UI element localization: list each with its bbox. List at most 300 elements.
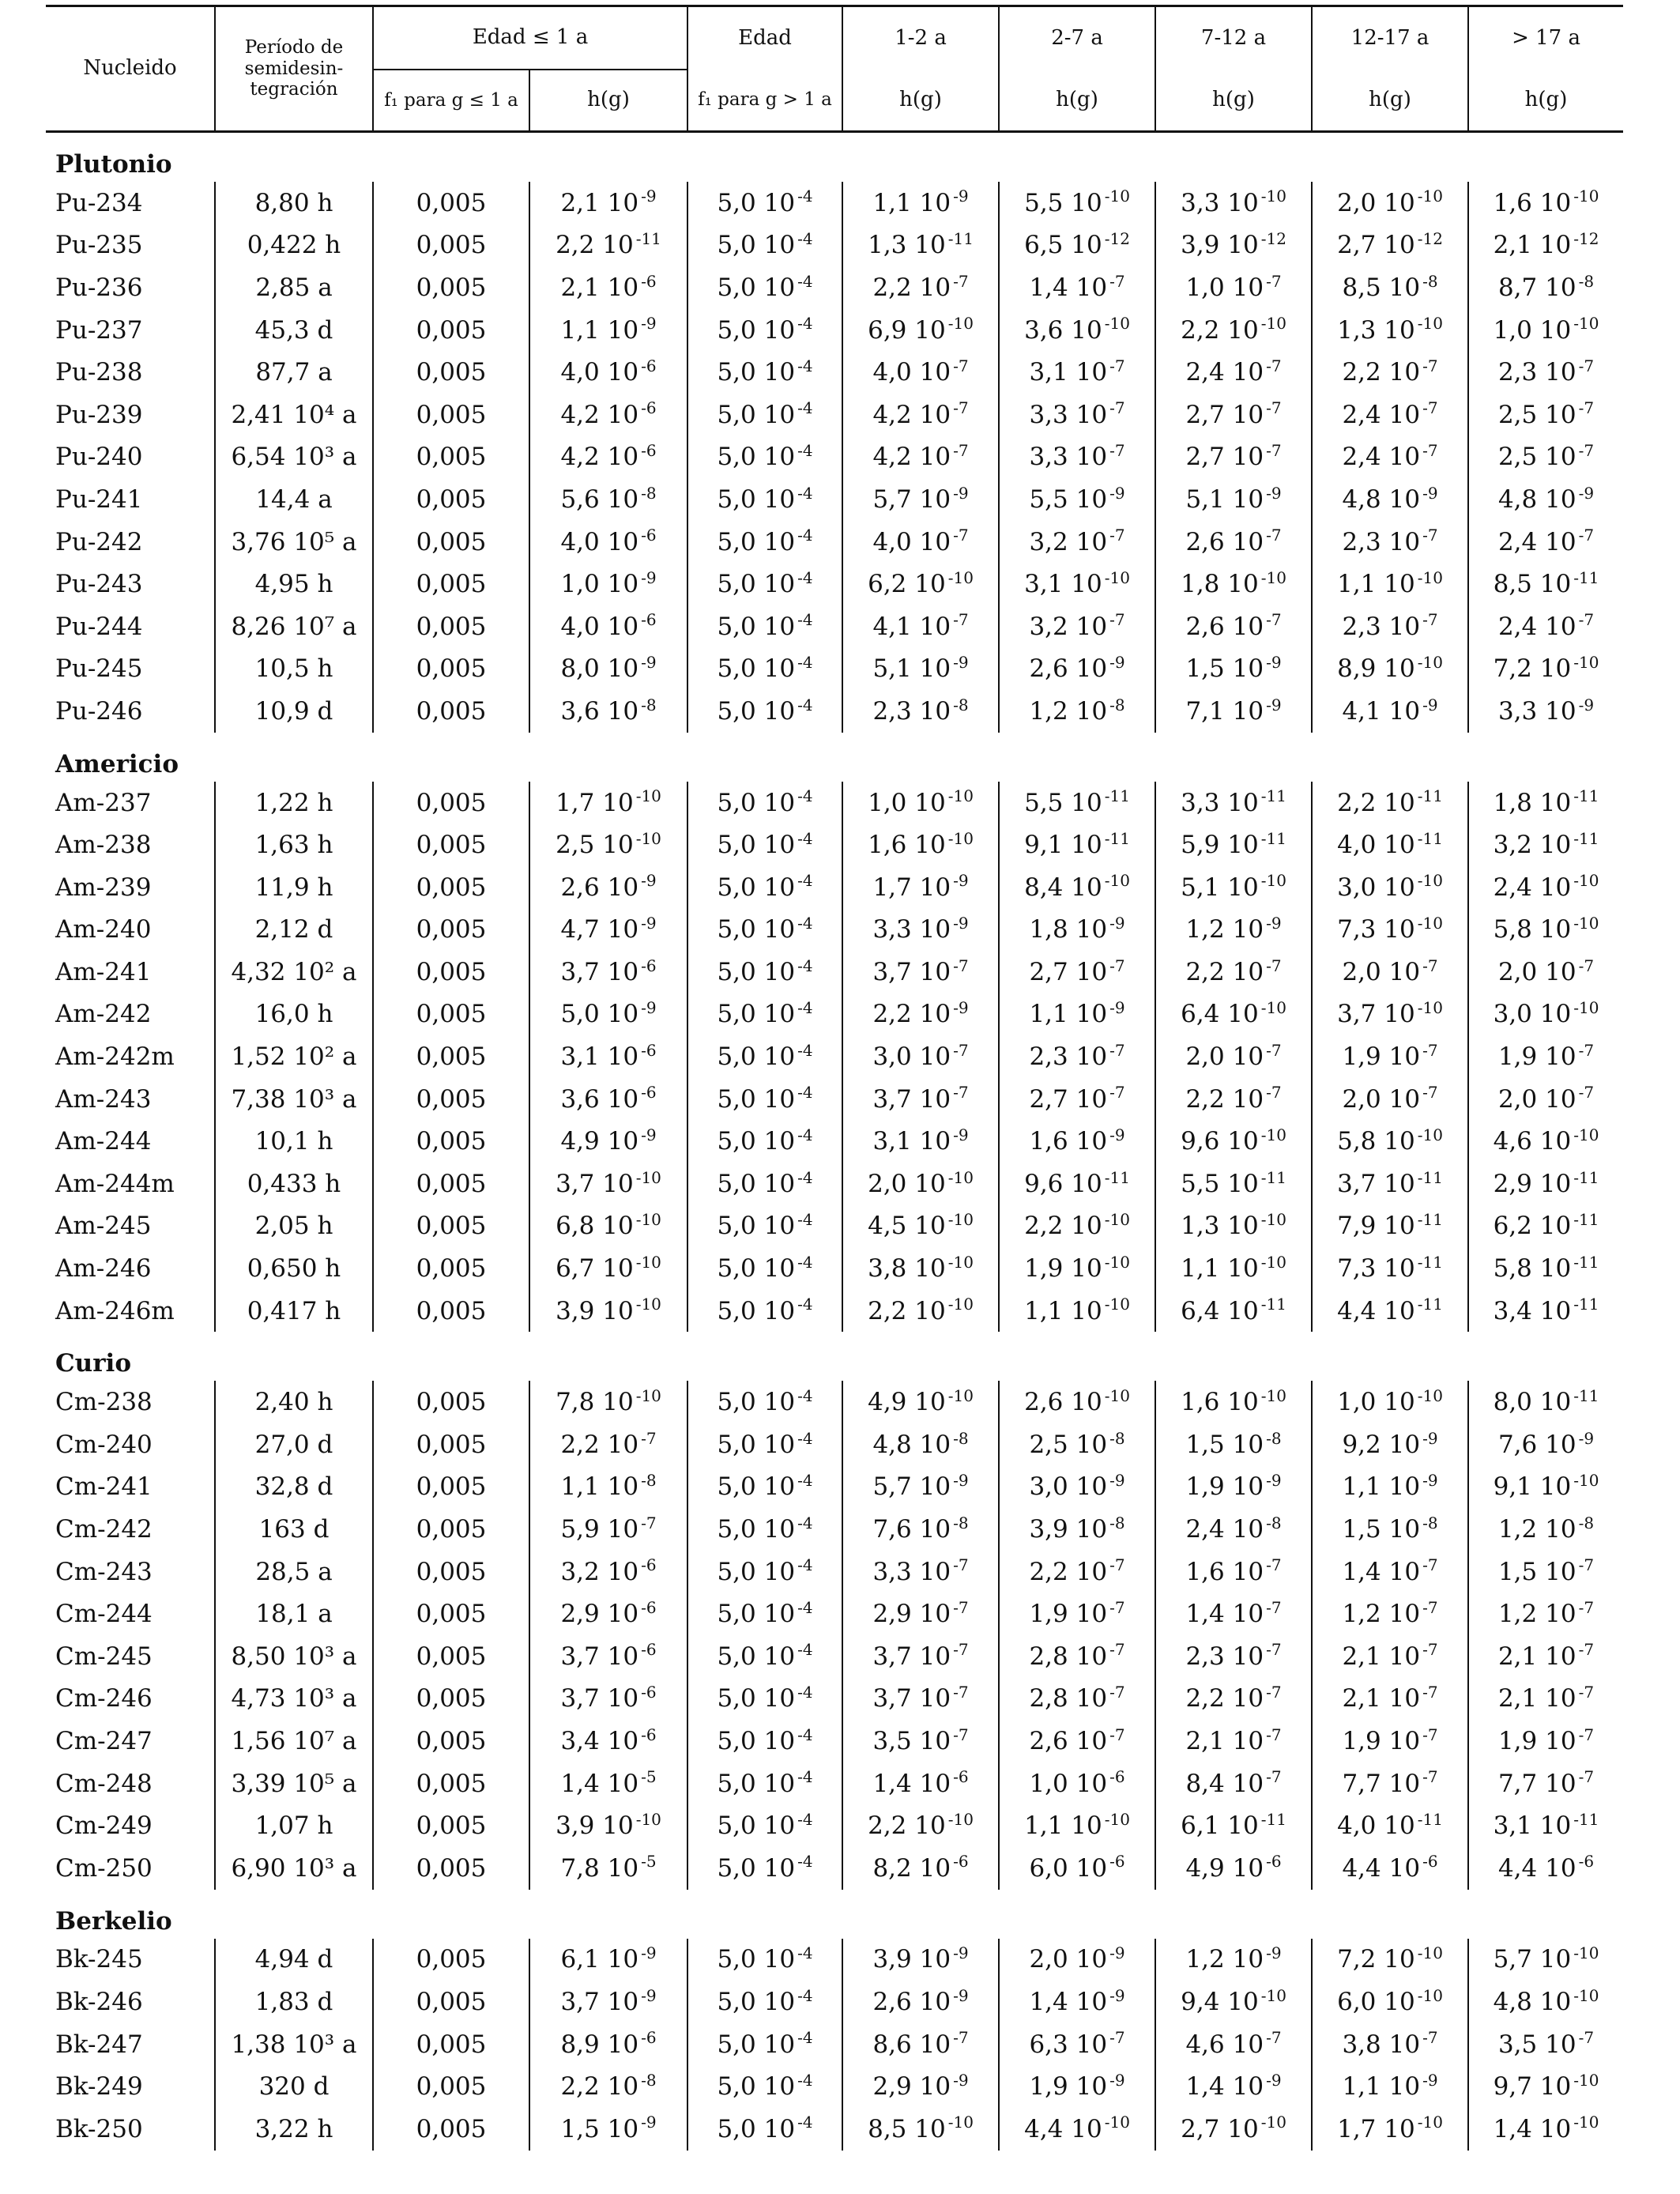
mantissa: 1,9 (1185, 1472, 1225, 1502)
exponent: -10 (1417, 567, 1443, 587)
cell-f1-gt-1: 5,0 10 $^{-4}$ (687, 1078, 842, 1121)
mantissa: 6,7 (556, 1254, 595, 1284)
cell-f1-le-1: 0,005 (373, 1635, 529, 1678)
cell-h-le-1: 3,7 10 $^{-9}$ (529, 1981, 687, 2023)
mantissa: 2,5 (1029, 1430, 1068, 1459)
mantissa: 1,2 (1185, 915, 1225, 944)
mantissa: 1,4 (872, 1769, 912, 1798)
table-row (46, 690, 1623, 733)
mantissa: 3,5 (1497, 2030, 1538, 2059)
mantissa: 2,0 (868, 1169, 907, 1198)
cell-h-7-12: 6,4 10 $^{-11}$ (1155, 1290, 1312, 1333)
mantissa: 2,0 (1185, 1042, 1225, 1072)
mantissa: 1,9 (1029, 1600, 1068, 1629)
cell-h-12-17: 3,7 10 $^{-11}$ (1312, 1163, 1468, 1205)
exponent: -10 (947, 1167, 974, 1187)
cell-h-12-17: 1,7 10 $^{-10}$ (1312, 2108, 1468, 2151)
mantissa: 2,8 (1029, 1684, 1068, 1713)
exponent: -8 (953, 1513, 969, 1532)
mantissa: 2,2 (1185, 1684, 1225, 1713)
exponent: -9 (953, 2070, 969, 2090)
exponent: -4 (797, 1083, 813, 1103)
mantissa: 3,3 (1029, 400, 1068, 429)
cell-f1-le-1: 0,005 (373, 1035, 529, 1078)
mantissa: 4,4 (1342, 1853, 1381, 1883)
exponent: -8 (1578, 1513, 1595, 1532)
mantissa: 3,2 (1493, 831, 1532, 860)
mantissa: 2,2 (560, 2072, 600, 2102)
mantissa: 1,5 (1497, 1557, 1538, 1586)
cell-f1-gt-1: 5,0 10 $^{-4}$ (687, 1593, 842, 1635)
cell-half-life: 4,95 h (215, 563, 373, 605)
cell-h-2-7: 3,0 10 $^{-9}$ (999, 1466, 1155, 1509)
exponent: -4 (797, 1683, 813, 1702)
cell-nuclide: Am-244m (55, 1169, 175, 1198)
cell-half-life: 1,63 h (215, 824, 373, 866)
cell-half-life: 2,41 10⁴ a (215, 394, 373, 436)
cell-h-7-12: 1,2 10 $^{-9}$ (1155, 909, 1312, 952)
exponent: -6 (1422, 1852, 1438, 1872)
cell-h-le-1: 3,7 10 $^{-6}$ (529, 951, 687, 993)
mantissa: 6,0 (1029, 1853, 1068, 1883)
mantissa: 7,8 (560, 1853, 600, 1883)
exponent: -7 (1578, 956, 1595, 975)
mantissa: 1,1 (1024, 1296, 1064, 1325)
mantissa: 5,0 (717, 1000, 756, 1029)
cell-nuclide: Pu-240 (55, 443, 143, 472)
cell-h-7-12: 9,6 10 $^{-10}$ (1155, 1120, 1312, 1163)
exponent: -6 (641, 356, 657, 375)
exponent: -7 (1422, 526, 1438, 545)
mantissa: 1,8 (1029, 915, 1068, 944)
table-row (46, 866, 1623, 909)
mantissa: 1,9 (1497, 1726, 1538, 1755)
mantissa: 1,6 (1181, 1388, 1220, 1417)
exponent: -7 (1109, 441, 1125, 461)
cell-h-2-7: 3,1 10 $^{-7}$ (999, 351, 1155, 394)
mantissa: 5,0 (560, 1000, 600, 1029)
cell-f1-le-1: 0,005 (373, 951, 529, 993)
exponent: -7 (1422, 441, 1438, 461)
cell-h-le-1: 2,2 10 $^{-8}$ (529, 2065, 687, 2108)
cell-h-1-2: 8,6 10 $^{-7}$ (842, 2023, 999, 2066)
mantissa: 1,7 (556, 788, 595, 817)
exponent: -4 (797, 229, 813, 249)
cell-h-12-17: 2,1 10 $^{-7}$ (1312, 1678, 1468, 1721)
cell-h-1-2: 2,2 10 $^{-10}$ (842, 1290, 999, 1333)
mantissa: 2,5 (1497, 400, 1538, 429)
exponent: -4 (797, 1985, 813, 2005)
exponent: -10 (1260, 314, 1286, 334)
table-row (46, 1804, 1623, 1847)
exponent: -7 (1578, 441, 1595, 461)
cell-h-1-2: 2,2 10 $^{-10}$ (842, 1804, 999, 1847)
cell-h-gt-17: 4,8 10 $^{-9}$ (1468, 478, 1623, 521)
cell-h-1-2: 6,2 10 $^{-10}$ (842, 563, 999, 605)
cell-f1-gt-1: 5,0 10 $^{-4}$ (687, 1163, 842, 1205)
mantissa: 3,9 (556, 1811, 595, 1841)
cell-nuclide: Am-237 (55, 788, 152, 817)
mantissa: 1,9 (1029, 2072, 1068, 2102)
exponent: -10 (1573, 1943, 1599, 1963)
mantissa: 2,9 (872, 2072, 912, 2102)
mantissa: 1,6 (868, 831, 907, 860)
cell-h-2-7: 9,6 10 $^{-11}$ (999, 1163, 1155, 1205)
cell-h-gt-17: 3,5 10 $^{-7}$ (1468, 2023, 1623, 2066)
cell-h-le-1: 2,5 10 $^{-10}$ (529, 824, 687, 866)
mantissa: 2,2 (1181, 315, 1220, 345)
mantissa: 1,5 (1342, 1515, 1381, 1544)
cell-f1-le-1: 0,005 (373, 824, 529, 866)
mantissa: 5,0 (717, 1212, 756, 1241)
mantissa: 3,3 (1497, 696, 1538, 726)
cell-f1-gt-1: 5,0 10 $^{-4}$ (687, 866, 842, 909)
exponent: -9 (953, 1125, 969, 1144)
cell-half-life: 0,433 h (215, 1163, 373, 1205)
mantissa: 5,0 (717, 1515, 756, 1544)
mantissa: 8,4 (1185, 1769, 1225, 1798)
cell-h-le-1: 3,6 10 $^{-8}$ (529, 690, 687, 733)
cell-h-2-7: 2,5 10 $^{-8}$ (999, 1423, 1155, 1466)
exponent: -4 (797, 1597, 813, 1617)
exponent: -7 (1109, 956, 1125, 975)
exponent: -8 (641, 2070, 657, 2090)
cell-nuclide: Pu-236 (55, 273, 143, 302)
cell-h-gt-17: 3,1 10 $^{-11}$ (1468, 1804, 1623, 1847)
exponent: -10 (1104, 567, 1130, 587)
cell-h-12-17: 2,7 10 $^{-12}$ (1312, 224, 1468, 267)
exponent: -9 (953, 913, 969, 933)
cell-h-7-12: 1,4 10 $^{-7}$ (1155, 1593, 1312, 1635)
header-age: Edad (687, 6, 842, 70)
mantissa: 3,7 (872, 1684, 912, 1713)
mantissa: 5,1 (1185, 484, 1225, 514)
cell-h-le-1: 4,0 10 $^{-6}$ (529, 605, 687, 648)
cell-nuclide: Bk-249 (55, 2072, 143, 2102)
cell-h-2-7: 4,4 10 $^{-10}$ (999, 2108, 1155, 2151)
cell-f1-gt-1: 5,0 10 $^{-4}$ (687, 1508, 842, 1551)
mantissa: 1,4 (1029, 273, 1068, 302)
mantissa: 2,3 (872, 696, 912, 726)
mantissa: 5,0 (717, 1430, 756, 1459)
mantissa: 5,0 (717, 188, 756, 217)
mantissa: 5,9 (560, 1515, 600, 1544)
cell-f1-le-1: 0,005 (373, 351, 529, 394)
mantissa: 3,2 (1029, 612, 1068, 641)
mantissa: 5,0 (717, 957, 756, 986)
mantissa: 2,2 (1342, 358, 1381, 387)
cell-h-1-2: 8,5 10 $^{-10}$ (842, 2108, 999, 2151)
cell-h-gt-17: 2,4 10 $^{-10}$ (1468, 866, 1623, 909)
mantissa: 5,7 (1493, 1945, 1532, 1974)
mantissa: 5,5 (1024, 188, 1064, 217)
cell-f1-le-1: 0,005 (373, 1551, 529, 1593)
exponent: -9 (1109, 1125, 1125, 1144)
mantissa: 9,2 (1342, 1430, 1381, 1459)
cell-half-life: 27,0 d (215, 1423, 373, 1466)
cell-h-1-2: 2,9 10 $^{-9}$ (842, 2065, 999, 2108)
exponent: -6 (641, 398, 657, 418)
mantissa: 5,0 (717, 1987, 756, 2016)
exponent: -9 (641, 871, 657, 891)
cell-nuclide: Cm-241 (55, 1472, 153, 1502)
exponent: -11 (635, 229, 661, 249)
mantissa: 2,9 (1493, 1169, 1532, 1198)
mantissa: 1,5 (1185, 1430, 1225, 1459)
exponent: -10 (1573, 1125, 1599, 1144)
exponent: -10 (635, 1167, 661, 1187)
exponent: -10 (1260, 871, 1286, 891)
cell-h-12-17: 4,0 10 $^{-11}$ (1312, 824, 1468, 866)
cell-h-7-12: 3,3 10 $^{-11}$ (1155, 782, 1312, 824)
mantissa: 3,7 (872, 957, 912, 986)
table-row (46, 1678, 1623, 1721)
mantissa: 6,4 (1181, 1000, 1220, 1029)
exponent: -10 (1104, 187, 1130, 206)
cell-h-7-12: 1,6 10 $^{-7}$ (1155, 1551, 1312, 1593)
exponent: -10 (947, 2113, 974, 2132)
mantissa: 6,2 (868, 570, 907, 599)
exponent: -6 (641, 441, 657, 461)
cell-half-life: 2,40 h (215, 1381, 373, 1423)
exponent: -10 (1573, 653, 1599, 672)
mantissa: 3,3 (872, 915, 912, 944)
exponent: -4 (797, 1295, 813, 1314)
cell-h-le-1: 2,6 10 $^{-9}$ (529, 866, 687, 909)
exponent: -6 (641, 956, 657, 975)
cell-h-2-7: 2,2 10 $^{-7}$ (999, 1551, 1155, 1593)
exponent: -8 (1266, 1513, 1282, 1532)
exponent: -7 (953, 271, 969, 291)
cell-h-1-2: 1,3 10 $^{-11}$ (842, 224, 999, 267)
cell-h-1-2: 4,1 10 $^{-7}$ (842, 605, 999, 648)
cell-h-7-12: 2,2 10 $^{-7}$ (1155, 951, 1312, 993)
mantissa: 1,1 (1181, 1254, 1220, 1284)
cell-h-gt-17: 7,2 10 $^{-10}$ (1468, 648, 1623, 691)
cell-h-7-12: 3,9 10 $^{-12}$ (1155, 224, 1312, 267)
cell-h-1-2: 3,7 10 $^{-7}$ (842, 1078, 999, 1121)
cell-h-12-17: 1,1 10 $^{-9}$ (1312, 1466, 1468, 1509)
cell-h-7-12: 1,5 10 $^{-9}$ (1155, 648, 1312, 691)
mantissa: 3,1 (1029, 358, 1068, 387)
cell-h-2-7: 2,8 10 $^{-7}$ (999, 1678, 1155, 1721)
cell-f1-gt-1: 5,0 10 $^{-4}$ (687, 1804, 842, 1847)
exponent: -9 (1422, 695, 1438, 714)
cell-h-gt-17: 1,0 10 $^{-10}$ (1468, 309, 1623, 352)
exponent: -7 (1109, 398, 1125, 418)
mantissa: 2,4 (1497, 612, 1538, 641)
cell-half-life: 1,38 10³ a (215, 2023, 373, 2066)
mantissa: 1,0 (1185, 273, 1225, 302)
exponent: -11 (947, 229, 974, 249)
cell-nuclide: Cm-242 (55, 1515, 153, 1544)
cell-h-12-17: 4,8 10 $^{-9}$ (1312, 478, 1468, 521)
mantissa: 5,0 (717, 1169, 756, 1198)
exponent: -10 (947, 828, 974, 848)
mantissa: 7,7 (1497, 1769, 1538, 1798)
cell-nuclide: Am-242 (55, 1000, 152, 1029)
exponent: -7 (1422, 1040, 1438, 1060)
table-row (46, 1035, 1623, 1078)
mantissa: 8,5 (868, 2114, 907, 2143)
cell-half-life: 1,07 h (215, 1804, 373, 1847)
exponent: -10 (1573, 913, 1599, 933)
cell-f1-le-1: 0,005 (373, 436, 529, 479)
cell-f1-le-1: 0,005 (373, 1678, 529, 1721)
cell-f1-le-1: 0,005 (373, 266, 529, 309)
cell-h-le-1: 2,1 10 $^{-6}$ (529, 266, 687, 309)
cell-f1-gt-1: 5,0 10 $^{-4}$ (687, 478, 842, 521)
cell-h-le-1: 2,9 10 $^{-6}$ (529, 1593, 687, 1635)
cell-h-1-2: 2,6 10 $^{-9}$ (842, 1981, 999, 2023)
cell-h-7-12: 2,1 10 $^{-7}$ (1155, 1720, 1312, 1762)
mantissa: 1,9 (1497, 1042, 1538, 1072)
cell-h-gt-17: 3,3 10 $^{-9}$ (1468, 690, 1623, 733)
cell-h-le-1: 3,6 10 $^{-6}$ (529, 1078, 687, 1121)
cell-h-1-2: 2,2 10 $^{-9}$ (842, 993, 999, 1036)
mantissa: 1,4 (1342, 1557, 1381, 1586)
exponent: -12 (1417, 229, 1443, 249)
cell-h-le-1: 3,7 10 $^{-6}$ (529, 1635, 687, 1678)
mantissa: 4,8 (872, 1430, 912, 1459)
cell-h-2-7: 3,2 10 $^{-7}$ (999, 521, 1155, 564)
exponent: -9 (953, 998, 969, 1018)
exponent: -10 (1417, 998, 1443, 1018)
mantissa: 5,1 (1181, 873, 1220, 902)
cell-f1-gt-1: 5,0 10 $^{-4}$ (687, 993, 842, 1036)
cell-h-12-17: 6,0 10 $^{-10}$ (1312, 1981, 1468, 2023)
cell-f1-le-1: 0,005 (373, 1205, 529, 1248)
exponent: -6 (641, 526, 657, 545)
cell-f1-le-1: 0,005 (373, 1381, 529, 1423)
cell-h-7-12: 1,3 10 $^{-10}$ (1155, 1205, 1312, 1248)
cell-h-12-17: 4,1 10 $^{-9}$ (1312, 690, 1468, 733)
cell-h-2-7: 6,5 10 $^{-12}$ (999, 224, 1155, 267)
exponent: -11 (1417, 786, 1443, 806)
exponent: -4 (797, 1252, 813, 1272)
cell-f1-gt-1: 5,0 10 $^{-4}$ (687, 394, 842, 436)
table-row (46, 521, 1623, 564)
mantissa: 4,4 (1497, 1853, 1538, 1883)
exponent: -4 (797, 483, 813, 503)
cell-f1-gt-1: 5,0 10 $^{-4}$ (687, 1720, 842, 1762)
cell-h-gt-17: 2,9 10 $^{-11}$ (1468, 1163, 1623, 1205)
cell-f1-gt-1: 5,0 10 $^{-4}$ (687, 1290, 842, 1333)
mantissa: 5,0 (717, 1127, 756, 1156)
mantissa: 1,3 (1181, 1212, 1220, 1241)
mantissa: 7,7 (1342, 1769, 1381, 1798)
cell-h-1-2: 4,0 10 $^{-7}$ (842, 351, 999, 394)
dose-coefficient-table-page (46, 5, 1623, 2151)
cell-half-life: 3,39 10⁵ a (215, 1762, 373, 1805)
exponent: -10 (635, 786, 661, 806)
exponent: -9 (953, 483, 969, 503)
cell-f1-le-1: 0,005 (373, 605, 529, 648)
mantissa: 2,1 (1342, 1642, 1381, 1671)
table-row (46, 2108, 1623, 2151)
mantissa: 3,9 (1181, 231, 1220, 260)
exponent: -10 (1260, 1385, 1286, 1405)
cell-half-life: 6,90 10³ a (215, 1847, 373, 1890)
cell-f1-gt-1: 5,0 10 $^{-4}$ (687, 690, 842, 733)
exponent: -7 (1422, 1597, 1438, 1617)
cell-h-1-2: 3,1 10 $^{-9}$ (842, 1120, 999, 1163)
exponent: -9 (1266, 483, 1282, 503)
exponent: -4 (797, 1852, 813, 1872)
mantissa: 3,9 (872, 1945, 912, 1974)
mantissa: 4,1 (872, 612, 912, 641)
mantissa: 5,8 (1337, 1127, 1377, 1156)
cell-h-gt-17: 2,4 10 $^{-7}$ (1468, 605, 1623, 648)
cell-h-12-17: 3,0 10 $^{-10}$ (1312, 866, 1468, 909)
exponent: -10 (1260, 1985, 1286, 2005)
exponent: -11 (1104, 1167, 1130, 1187)
mantissa: 2,7 (1337, 231, 1377, 260)
cell-f1-gt-1: 5,0 10 $^{-4}$ (687, 1205, 842, 1248)
cell-nuclide: Cm-247 (55, 1726, 153, 1755)
mantissa: 1,7 (872, 873, 912, 902)
exponent: -7 (1422, 356, 1438, 375)
exponent: -7 (1422, 1555, 1438, 1575)
table-row (46, 1762, 1623, 1805)
mantissa: 9,1 (1493, 1472, 1532, 1502)
mantissa: 5,7 (872, 484, 912, 514)
cell-half-life: 1,83 d (215, 1981, 373, 2023)
cell-h-gt-17: 1,9 10 $^{-7}$ (1468, 1720, 1623, 1762)
cell-f1-gt-1: 5,0 10 $^{-4}$ (687, 1035, 842, 1078)
cell-nuclide: Am-246 (55, 1254, 152, 1284)
cell-f1-le-1: 0,005 (373, 2065, 529, 2108)
exponent: -11 (1573, 828, 1599, 848)
exponent: -4 (797, 567, 813, 587)
exponent: -7 (1266, 1767, 1282, 1787)
cell-half-life: 0,422 h (215, 224, 373, 267)
mantissa: 2,7 (1029, 957, 1068, 986)
mantissa: 4,2 (560, 443, 600, 472)
cell-h-gt-17: 3,0 10 $^{-10}$ (1468, 993, 1623, 1036)
table-row (46, 993, 1623, 1036)
exponent: -7 (1578, 1767, 1595, 1787)
cell-half-life: 10,1 h (215, 1120, 373, 1163)
cell-h-le-1: 6,8 10 $^{-10}$ (529, 1205, 687, 1248)
mantissa: 3,4 (560, 1726, 600, 1755)
mantissa: 7,1 (1185, 696, 1225, 726)
mantissa: 2,8 (1029, 1642, 1068, 1671)
cell-h-gt-17: 1,5 10 $^{-7}$ (1468, 1551, 1623, 1593)
cell-h-2-7: 3,9 10 $^{-8}$ (999, 1508, 1155, 1551)
exponent: -8 (1422, 271, 1438, 291)
mantissa: 8,9 (1337, 654, 1377, 684)
mantissa: 3,1 (560, 1042, 600, 1072)
header-half-life: Período de semidesin-tegración (215, 6, 373, 132)
cell-h-12-17: 1,9 10 $^{-7}$ (1312, 1035, 1468, 1078)
mantissa: 7,3 (1337, 1254, 1377, 1284)
table-row (46, 2023, 1623, 2066)
mantissa: 1,2 (1497, 1515, 1538, 1544)
cell-h-gt-17: 3,2 10 $^{-11}$ (1468, 824, 1623, 866)
exponent: -9 (641, 998, 657, 1018)
cell-f1-gt-1: 5,0 10 $^{-4}$ (687, 1466, 842, 1509)
cell-f1-le-1: 0,005 (373, 690, 529, 733)
cell-h-12-17: 1,9 10 $^{-7}$ (1312, 1720, 1468, 1762)
mantissa: 5,0 (717, 1084, 756, 1114)
cell-h-gt-17: 2,0 10 $^{-7}$ (1468, 951, 1623, 993)
exponent: -7 (1266, 1597, 1282, 1617)
exponent: -9 (1109, 1985, 1125, 2005)
cell-h-7-12: 2,7 10 $^{-7}$ (1155, 436, 1312, 479)
cell-h-7-12: 1,0 10 $^{-7}$ (1155, 266, 1312, 309)
cell-half-life: 2,12 d (215, 909, 373, 952)
